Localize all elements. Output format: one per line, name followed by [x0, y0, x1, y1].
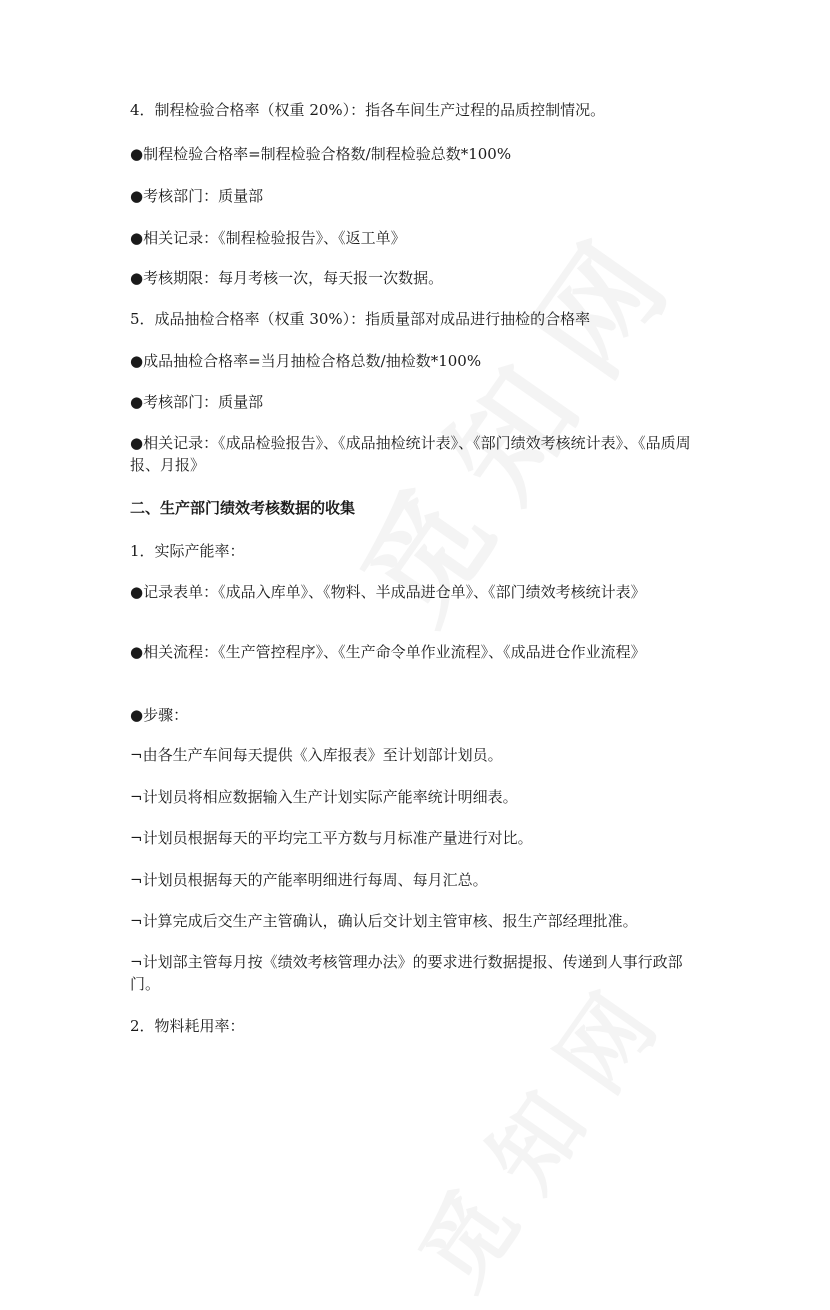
bullet-period: ●考核期限：每月考核一次，每天报一次数据。 — [130, 269, 444, 287]
bullet-records: ●相关记录：《制程检验报告》、《返工单》 — [130, 229, 406, 247]
bullet-records: ●相关记录：《成品检验报告》、《成品抽检统计表》、《部门绩效考核统计表》、《品质周报、月报》 — [130, 434, 691, 474]
step-item: ¬计划员根据每天的产能率明细进行每周、每月汇总。 — [130, 871, 488, 889]
subsection-1-heading: 1．实际产能率： — [130, 542, 245, 560]
section-5-heading: 5．成品抽检合格率（权重 30%）：指质量部对成品进行抽检的合格率 — [130, 310, 591, 328]
step-item: ¬由各生产车间每天提供《入库报表》至计划部计划员。 — [130, 746, 503, 764]
bullet-department: ●考核部门：质量部 — [130, 187, 264, 205]
bullet-steps: ●步骤： — [130, 706, 189, 724]
step-item: ¬计算完成后交生产主管确认，确认后交计划主管审核、报生产部经理批准。 — [130, 912, 638, 930]
step-item: ¬计划员根据每天的平均完工平方数与月标准产量进行对比。 — [130, 829, 533, 847]
section-4-heading: 4．制程检验合格率（权重 20%）：指各车间生产过程的品质控制情况。 — [130, 101, 606, 119]
bullet-formula: ●制程检验合格率=制程检验合格数/制程检验总数*100% — [130, 145, 512, 163]
bullet-forms: ●记录表单：《成品入库单》、《物料、半成品进仓单》、《部门绩效考核统计表》 — [130, 583, 646, 601]
bullet-department: ●考核部门：质量部 — [130, 393, 264, 411]
chapter-heading: 二、生产部门绩效考核数据的收集 — [130, 499, 356, 517]
subsection-2-heading: 2．物料耗用率： — [130, 1017, 245, 1035]
step-item: ¬计划员将相应数据输入生产计划实际产能率统计明细表。 — [130, 788, 518, 806]
bullet-formula: ●成品抽检合格率=当月抽检合格总数/抽检数*100% — [130, 352, 482, 370]
bullet-processes: ●相关流程：《生产管控程序》、《生产命令单作业流程》、《成品进仓作业流程》 — [130, 643, 646, 661]
step-item: ¬计划部主管每月按《绩效考核管理办法》的要求进行数据提报、传递到人事行政部门。 — [130, 953, 683, 993]
